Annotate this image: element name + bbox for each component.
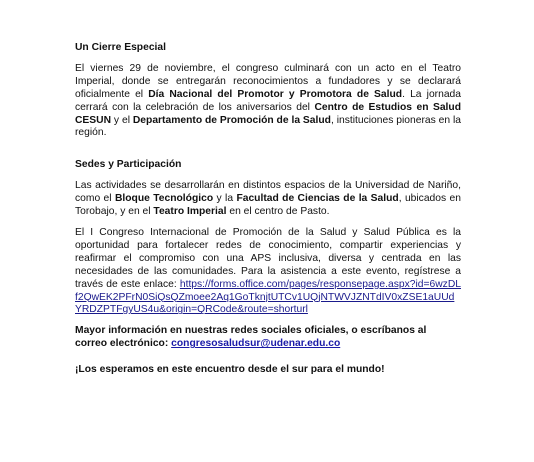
bold-departamento: Departamento de Promoción de la Salud bbox=[132, 114, 331, 126]
bold-bloque-tecnologico: Bloque Tecnológico bbox=[114, 193, 214, 205]
document-body bbox=[75, 42, 461, 377]
registration-link[interactable]: https://forms.office.com/pages/responsepage.aspx?id=6wzDLf2QwEK2PFrN0SiQsQZmoee2Aq1GoTknjtUTCv1UQjNTWVJZNTdIV0xZSE1aUUdYRDZPTFgyUS4u&origin=QRCode&route=shorturl bbox=[75, 278, 461, 316]
bold-dia-nacional: Día Nacional del Promotor y Promotora de Salud bbox=[148, 88, 403, 100]
bold-cesun: Centro de Estudios en Salud CESUN bbox=[75, 101, 461, 126]
bold-facultad: Facultad de Ciencias de la Salud bbox=[236, 193, 399, 205]
paragraph-sedes: Las actividades se desarrollarán en distintos espacios de la Universidad de Nariño, como el Bloque Tecnológico y la Facultad de Ciencias de la Salud, ubicados en Torobajo, y en el Teatro Imperial en el centro de Pasto. bbox=[75, 180, 461, 218]
paragraph-congreso: El I Congreso Internacional de Promoción de la Salud y Salud Pública es la oportunidad para fortalecer redes de conocimiento, compartir experiencias y reafirmar el compromiso con una APS inclusiva, diversa y centrada en las necesidades de las comunidades. Para la asistencia a este evento, regístrese a través de este enlace: https://forms.office.com/pages/responsepage.aspx?id=6wzDLf2QwEK2PFrN0SiQsQZmoee2Aq1GoTknjtUTCv1UQjNTWVJZNTdIV0xZSE1aUUdYRDZPTFgyUS4u&origin=QRCode&route=shorturl bbox=[75, 226, 461, 316]
email-link[interactable]: congresosaludsur@udenar.edu.co bbox=[171, 338, 341, 350]
bold-teatro-imperial: Teatro Imperial bbox=[153, 206, 227, 218]
paragraph-cierre: El viernes 29 de noviembre, el congreso culminará con un acto en el Teatro Imperial, donde se entregarán reconocimientos a fundadores y se declarará oficialmente el Día Nacional del Promotor y Promotora de Salud. La jornada cerrará con la celebración de los aniversarios del Centro de Estudios en Salud CESUN y el Departamento de Promoción de la Salud, instituciones pioneras en la región. bbox=[75, 62, 462, 139]
paragraph-contacto: Mayor información en nuestras redes sociales oficiales, o escríbanos al correo electrónico: congresosaludsur@udenar.edu.co bbox=[75, 325, 427, 350]
section-heading-cierre: Un Cierre Especial bbox=[75, 42, 166, 53]
closing-line: ¡Los esperamos en este encuentro desde el sur para el mundo! bbox=[75, 364, 385, 376]
section-heading-sedes: Sedes y Participación bbox=[75, 159, 182, 171]
